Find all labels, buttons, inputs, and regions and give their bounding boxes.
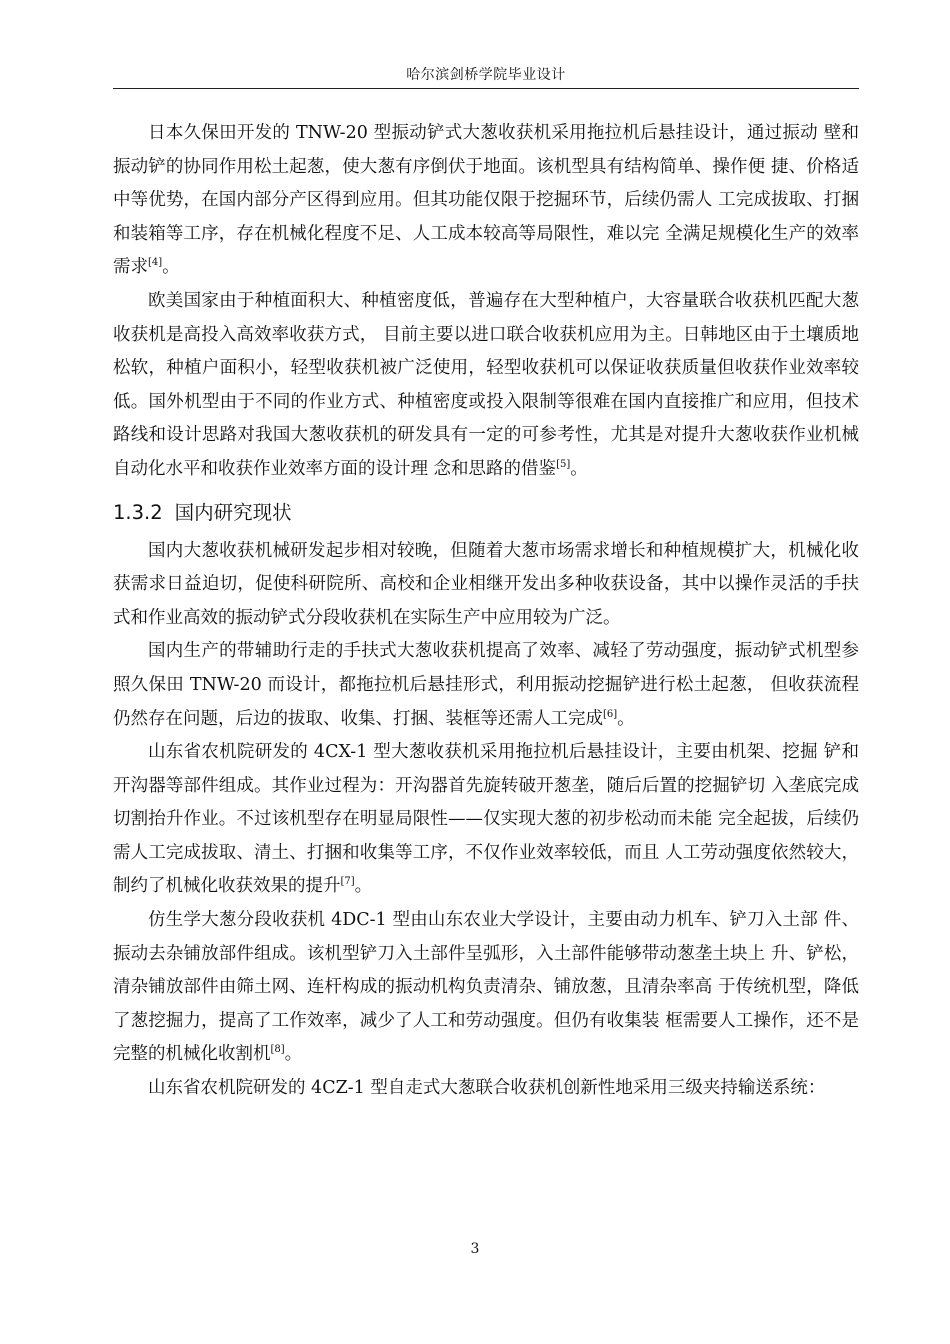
header-rule [113,88,859,89]
page-number: 3 [470,1241,480,1257]
citation[interactable]: [8] [270,1044,285,1056]
section-title: 国内研究现状 [174,500,292,524]
citation[interactable]: [6] [603,708,618,720]
paragraph: 日本久保田开发的 TNW-20 型振动铲式大葱收获机采用拖拉机后悬挂设计，通过振动 壁和振动铲的协同作用松土起葱，使大葱有序倒伏于地面。该机型具有结构简单、操作便 捷、价格适中等优势，在国内部分产区得到应用。但其功能仅限于挖掘环节，后续仍需人 工完成拔取、打捆和装箱等工序，存在机械化程度不足、人工成本较高等局限性，难以完 全满足规模化生产的效率需求[4]。 [113,123,859,278]
document-body [113,117,859,1106]
paragraph: 欧美国家由于种植面积大、种植密度低，普遍存在大型种植户，大容量联合收获机匹配大葱收获机是高投入高效率收获方式， 目前主要以进口联合收获机应用为主。日韩地区由于土壤质地松软，种植户面积小，轻型收获机被广泛使用，轻型收获机可以保证收获质量但收获作业效率较低。国外机型由于不同的作业方式、种植密度或投入限制等很难在国内直接推广和应用，但技术路线和设计思路对我国大葱收获机的研发具有一定的可参考性，尤其是对提升大葱收获作业机械自动化水平和收获作业效率方面的设计理 念和思路的借鉴[5]。 [113,290,859,479]
page-header: 哈尔滨剑桥学院毕业设计 [406,67,566,83]
section-number: 1.3.2 [113,500,163,524]
paragraph: 仿生学大葱分段收获机 4DC-1 型由山东农业大学设计，主要由动力机车、铲刀入土部 件、振动去杂铺放部件组成。该机型铲刀入土部件呈弧形，入土部件能够带动葱垄土块上 升、铲松，清杂铺放部件由筛土网、连杆构成的振动机构负责清杂、铺放葱，且清杂率高 于传统机型，降低了葱挖掘力，提高了工作效率，减少了人工和劳动强度。但仍有收集装 框需要人工操作，还不是完整的机械化收割机[8]。 [113,910,859,1065]
paragraph: 国内生产的带辅助行走的手扶式大葱收获机提高了效率、减轻了劳动强度，振动铲式机型参照久保田 TNW-20 而设计，都拖拉机后悬挂形式，利用振动挖掘铲进行松土起葱， 但收获流程仍然存在问题，后边的拔取、收集、打捆、装框等还需人工完成[6]。 [113,641,859,729]
section-heading [113,495,859,531]
paragraph: 山东省农机院研发的 4CX-1 型大葱收获机采用拖拉机后悬挂设计，主要由机架、挖掘 铲和开沟器等部件组成。其作业过程为：开沟器首先旋转破开葱垄，随后后置的挖掘铲切 入垄底完成切割抬升作业。不过该机型存在明显局限性——仅实现大葱的初步松动而未能 完全起拔，后续仍需人工完成拔取、清土、打捆和收集等工序，不仅作业效率较低，而且 人工劳动强度依然较大，制约了机械化收获效果的提升[7]。 [113,742,859,897]
citation[interactable]: [4] [148,257,163,269]
paragraph: 山东省农机院研发的 4CZ-1 型自走式大葱联合收获机创新性地采用三级夹持输送系统： [148,1078,826,1099]
citation[interactable]: [7] [340,876,355,888]
paragraph: 国内大葱收获机械研发起步相对较晚，但随着大葱市场需求增长和种植规模扩大，机械化收获需求日益迫切，促使科研院所、高校和企业相继开发出多种收获设备，其中以操作灵活的手扶式和作业高效的振动铲式分段收获机在实际生产中应用较为广泛。 [113,540,859,628]
citation[interactable]: [5] [556,459,571,471]
